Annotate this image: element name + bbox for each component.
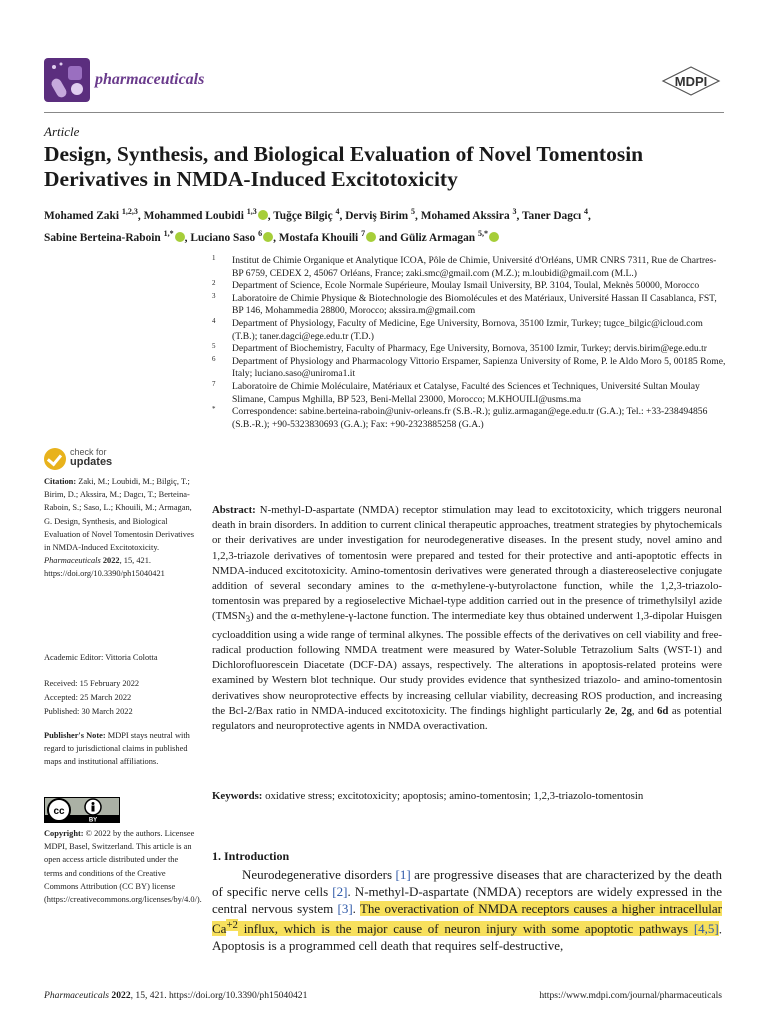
author-affil-sup: 1,* — [163, 228, 174, 238]
citation-link[interactable]: [2] — [332, 884, 348, 899]
author-affil-sup: 7 — [361, 228, 366, 238]
author-affil-sup: 1,2,3 — [121, 207, 138, 216]
author-affil-sup: 5 — [411, 207, 416, 216]
author[interactable]: Taner Dagcı — [522, 209, 582, 222]
affiliation-item — [212, 280, 727, 293]
footer-year: 2022 — [111, 990, 131, 1001]
affiliation-number: 4 — [212, 316, 216, 325]
keywords-label: Keywords: — [212, 790, 263, 802]
compound-label: 6d — [657, 704, 669, 717]
author[interactable]: Luciano Saso — [190, 231, 256, 244]
affiliation-list — [212, 255, 727, 431]
compound-label: 2e — [604, 704, 615, 717]
affiliation-item — [212, 255, 727, 280]
orcid-icon[interactable] — [258, 210, 268, 220]
citation-label: Citation: — [44, 477, 77, 486]
affiliation-text: Laboratoire de Chimie Moléculaire, Matériaux et Catalyse, Faculté des Sciences et Techniques, Université Sultan Moulay Slimane, Campus Mghilla, BP 523, Beni-Mellal 23000, Morocco; M.KHOUILI@usms.ma — [232, 380, 700, 405]
orcid-icon[interactable] — [366, 232, 376, 242]
author-list — [44, 203, 724, 247]
body-text: . — [352, 901, 360, 916]
affiliation-item — [212, 381, 727, 406]
author-line-1: Mohamed Zaki $^{1,2,3}$, Mohammed Loubidi $^{1,3}$ , Tuğçe Bilgiç $^4$, Derviş Birim $^5$, Mohamed Akssira $^3$, Taner Dagcı $^4$, — [44, 207, 591, 222]
affiliation-item — [212, 293, 727, 318]
svg-text:BY: BY — [88, 817, 98, 823]
svg-text:cc: cc — [53, 806, 65, 817]
author[interactable]: Mostafa Khouili — [278, 231, 359, 244]
abstract-text: ) and the α-methylene-γ-lactone function. The intermediate key thus obtained underwent 1,3-dipolar Huisgen cycloaddition using a wide range of terminal alkynes. The possible effects of the derivatives on cell viability and free-radical production following NMDA treatment were measured by Water-Soluble Tetrazolium Salts (WST-1) and Dichlorofluorescein Diacetate (DCF-DA) assays, respectively. The alterations in apoptosis-related proteins were examined by Western blot technique. Our study provides evidence that synthesized triazolo- and amino-tomentosin derivatives show neuroprotective effects by increasing cellular viability, decreasing ROS production, and increasing the Bcl-2/Bax ratio in NMDA-induced excitotoxicity. The findings highlight particularly — [212, 610, 722, 717]
abstract — [212, 503, 722, 734]
intro-paragraph — [212, 866, 722, 954]
citation-link[interactable]: [1] — [395, 867, 411, 882]
check-for-updates-button[interactable] — [44, 447, 164, 471]
affiliation-number: 7 — [212, 379, 216, 388]
academic-editor: Academic Editor: Vittoria Colotta — [44, 653, 158, 662]
published-date: Published: 30 March 2022 — [44, 707, 133, 716]
author[interactable]: Derviş Birim — [345, 209, 409, 222]
affiliation-item — [212, 356, 727, 381]
author[interactable]: Tuğçe Bilgiç — [273, 209, 333, 222]
mdpi-logo-text: MDPI — [674, 74, 708, 89]
affiliation-text: Institut de Chimie Organique et Analytique ICOA, Pôle de Chimie, Université d'Orléans, UMR CNRS 7311, Rue de Chartres-BP 6759, CEDEX 2, 45067 Orléans, France; zaki.smc@gmail.com (M.Z.); m.loubidi@gmail.com (M.L.) — [232, 255, 717, 279]
keywords-text: oxidative stress; excitotoxicity; apoptosis; amino-tomentosin; 1,2,3-triazolo-tomentosin — [262, 790, 644, 802]
footer-journal-url[interactable]: https://www.mdpi.com/journal/pharmaceuticals — [539, 990, 722, 1001]
highlighted-text: The overactivation of NMDA receptors causes a higher intracellular Ca — [212, 901, 723, 937]
section-heading: 1. Introduction — [212, 849, 290, 863]
affiliation-item — [212, 343, 727, 356]
footer-journal: Pharmaceuticals — [44, 990, 110, 1001]
affiliation-number: 2 — [212, 279, 216, 288]
author-affil-sup: 1,3 — [246, 207, 257, 216]
affiliation-number: 5 — [212, 342, 216, 351]
affiliation-text: Department of Science, Ecole Normale Supérieure, Moulay Ismail University, BP. 3104, Toulal, Meknès 50000, Morocco — [232, 280, 700, 292]
affiliation-text: Laboratoire de Chimie Physique & Biotechnologie des Biomolécules et des Matériaux, Université Hassan II Casablanca, FST, BP 146, Mohammedia 28800, Morocco; akssira.m@gmail.com — [232, 292, 717, 317]
correspondence-item — [212, 406, 727, 431]
author-affil-sup: 3 — [512, 207, 517, 216]
abstract-text: as potential regulators and neuroprotective agents in NMDA overactivation. — [212, 704, 723, 732]
body-text: are progressive diseases that are characterized by the death of specific nerve cells — [212, 867, 722, 899]
abstract-subscript: 3 — [245, 614, 251, 625]
affiliation-text: Department of Biochemistry, Faculty of Pharmacy, Ege University, Bornova, 35100 Izmir, Turkey; dervis.birim@ege.edu.tr — [232, 343, 707, 355]
affiliation-number: 1 — [212, 254, 216, 262]
body-text: . N-methyl-D-aspartate (NMDA) receptors are widely expressed in the central nervous system — [212, 884, 722, 916]
header-divider — [44, 112, 724, 113]
author-line-2: Sabine Berteina-Raboin $^{1,*}$ , Luciano Saso $^6$ , Mostafa Khouili $^7$ and Güliz Armagan $^{5,*}$ — [44, 225, 724, 247]
citation-journal: Pharmaceuticals — [44, 556, 101, 566]
note-label: Publisher's Note: — [44, 731, 106, 740]
orcid-icon[interactable] — [489, 232, 499, 242]
accepted-date: Accepted: 25 March 2022 — [44, 693, 132, 702]
author[interactable]: Güliz Armagan — [400, 231, 476, 244]
highlighted-text: influx, which is the major cause of neuron injury with some apoptotic pathways — [237, 921, 694, 937]
author[interactable]: Mohamed Zaki — [44, 209, 119, 222]
copyright-label: Copyright: — [44, 829, 84, 838]
body-text: . Apoptosis is a programmed cell death that requires self-destructive, — [212, 921, 722, 954]
publishers-note — [44, 729, 196, 769]
correspondence-text: Correspondence: sabine.berteina-raboin@univ-orleans.fr (S.B.-R.); guliz.armagan@ege.edu.tr (G.A.); Tel.: +33-238494856 (S.B.-R.); +90-5323830693 (G.A.); Fax: +90-2323885258 (G.A.) — [232, 406, 708, 430]
author-affil-sup: 5,* — [478, 228, 488, 238]
citation-link[interactable]: [4,5] — [693, 921, 719, 937]
citation-doi-link[interactable]: , 15, 421. https://doi.org/10.3390/ph15040421 — [44, 556, 165, 579]
journal-name: pharmaceuticals — [95, 71, 205, 88]
citation-block — [44, 475, 196, 581]
compound-label: 2g — [621, 704, 632, 717]
citation-link[interactable]: [3] — [337, 901, 353, 916]
check-updates-line2: updates — [70, 456, 113, 468]
footer-doi-link[interactable]: , 15, 421. https://doi.org/10.3390/ph15040421 — [130, 990, 308, 1001]
citation-year: 2022 — [102, 556, 120, 566]
footer-citation — [44, 990, 307, 1001]
received-date: Received: 15 February 2022 — [44, 679, 140, 688]
abstract-text: , — [614, 704, 622, 717]
author-affil-sup: 4 — [584, 207, 589, 216]
citation-text: Zaki, M.; Loubidi, M.; Bilgiç, T.; Birim, D.; Akssira, M.; Dagcı, T.; Berteina-Raboin, S.; Saso, L.; Khouili, M.; Armagan, G. Design, Synthesis, and Biological Evaluation of Novel Tomentosin Derivatives in NMDA-Induced Excitotoxicity. — [44, 477, 194, 553]
keywords — [212, 789, 722, 804]
article-type: Article — [44, 124, 80, 139]
page-title: Design, Synthesis, and Biological Evaluation of Novel Tomentosin Derivatives in NMDA-Induced Excitotoxicity — [44, 142, 644, 191]
pills-logo-icon — [44, 58, 90, 102]
author-affil-sup: 4 — [335, 207, 340, 216]
note-text: MDPI stays neutral with regard to jurisdictional claims in published maps and institutional affiliations. — [44, 731, 190, 767]
affiliation-number: 6 — [212, 354, 216, 363]
body-text: Neurodegenerative disorders — [242, 867, 396, 882]
affiliation-number: * — [212, 405, 216, 414]
author[interactable]: Sabine Berteina-Raboin — [44, 231, 161, 244]
copyright-block — [44, 827, 202, 906]
mdpi-logo — [660, 66, 722, 96]
author[interactable]: Mohamed Akssira — [420, 209, 510, 222]
cc-by-license-icon[interactable] — [44, 797, 120, 823]
abstract-text: N-methyl-D-aspartate (NMDA) receptor stimulation may lead to excitotoxicity, which triggers neuronal death in brain disorders. In addition to current clinical therapeutic approaches, treatment strategies by phytochemicals or their derivatives are under investigation for neurodegenerative diseases. In the present study, novel amino and 1,2,3-triazole derivatives of tomentosin were prepared and tested for their protective and anti-apoptotic effects in NMDA-induced excitotoxicity. Amino-tomentosin derivatives were generated through a diastereoselective conjugate addition of several secondary amines to the α-methylene-γ-butyrolactone function, while the 1,2,3-triazolo-tomentosin was prepared by a regioselective Michael-type addition carried out in the presence of trimethylsilyl azide (TMSN — [212, 504, 722, 623]
check-updates-line1: check for — [70, 447, 107, 457]
affiliation-number: 3 — [212, 291, 216, 300]
orcid-icon[interactable] — [175, 232, 185, 242]
abstract-text: , and — [631, 704, 658, 717]
affiliation-item — [212, 318, 727, 343]
check-icon — [44, 448, 66, 470]
highlighted-superscript: +2 — [226, 919, 238, 931]
author[interactable]: Mohammed Loubidi — [143, 209, 244, 222]
orcid-icon[interactable] — [263, 232, 273, 242]
author-affil-sup: 6 — [258, 228, 263, 238]
abstract-label: Abstract: — [212, 504, 256, 516]
copyright-text: © 2022 by the authors. Licensee MDPI, Basel, Switzerland. This article is an open access article distributed under the terms and conditions of the Creative Commons Attribution (CC BY) license (https://creativecommons.org/licenses/by/4.0/). — [44, 829, 202, 905]
affiliation-text: Department of Physiology, Faculty of Medicine, Ege University, Bornova, 35100 Izmir, Turkey; tugce_bilgic@icloud.com (T.B.); taner.dagci@ege.edu.tr (T.D.) — [232, 317, 703, 342]
affiliation-text: Department of Physiology and Pharmacology Vittorio Erspamer, Sapienza University of Rome, P. le Aldo Moro 5, 00185 Rome, Italy; luciano.saso@uniroma1.it — [232, 355, 726, 380]
